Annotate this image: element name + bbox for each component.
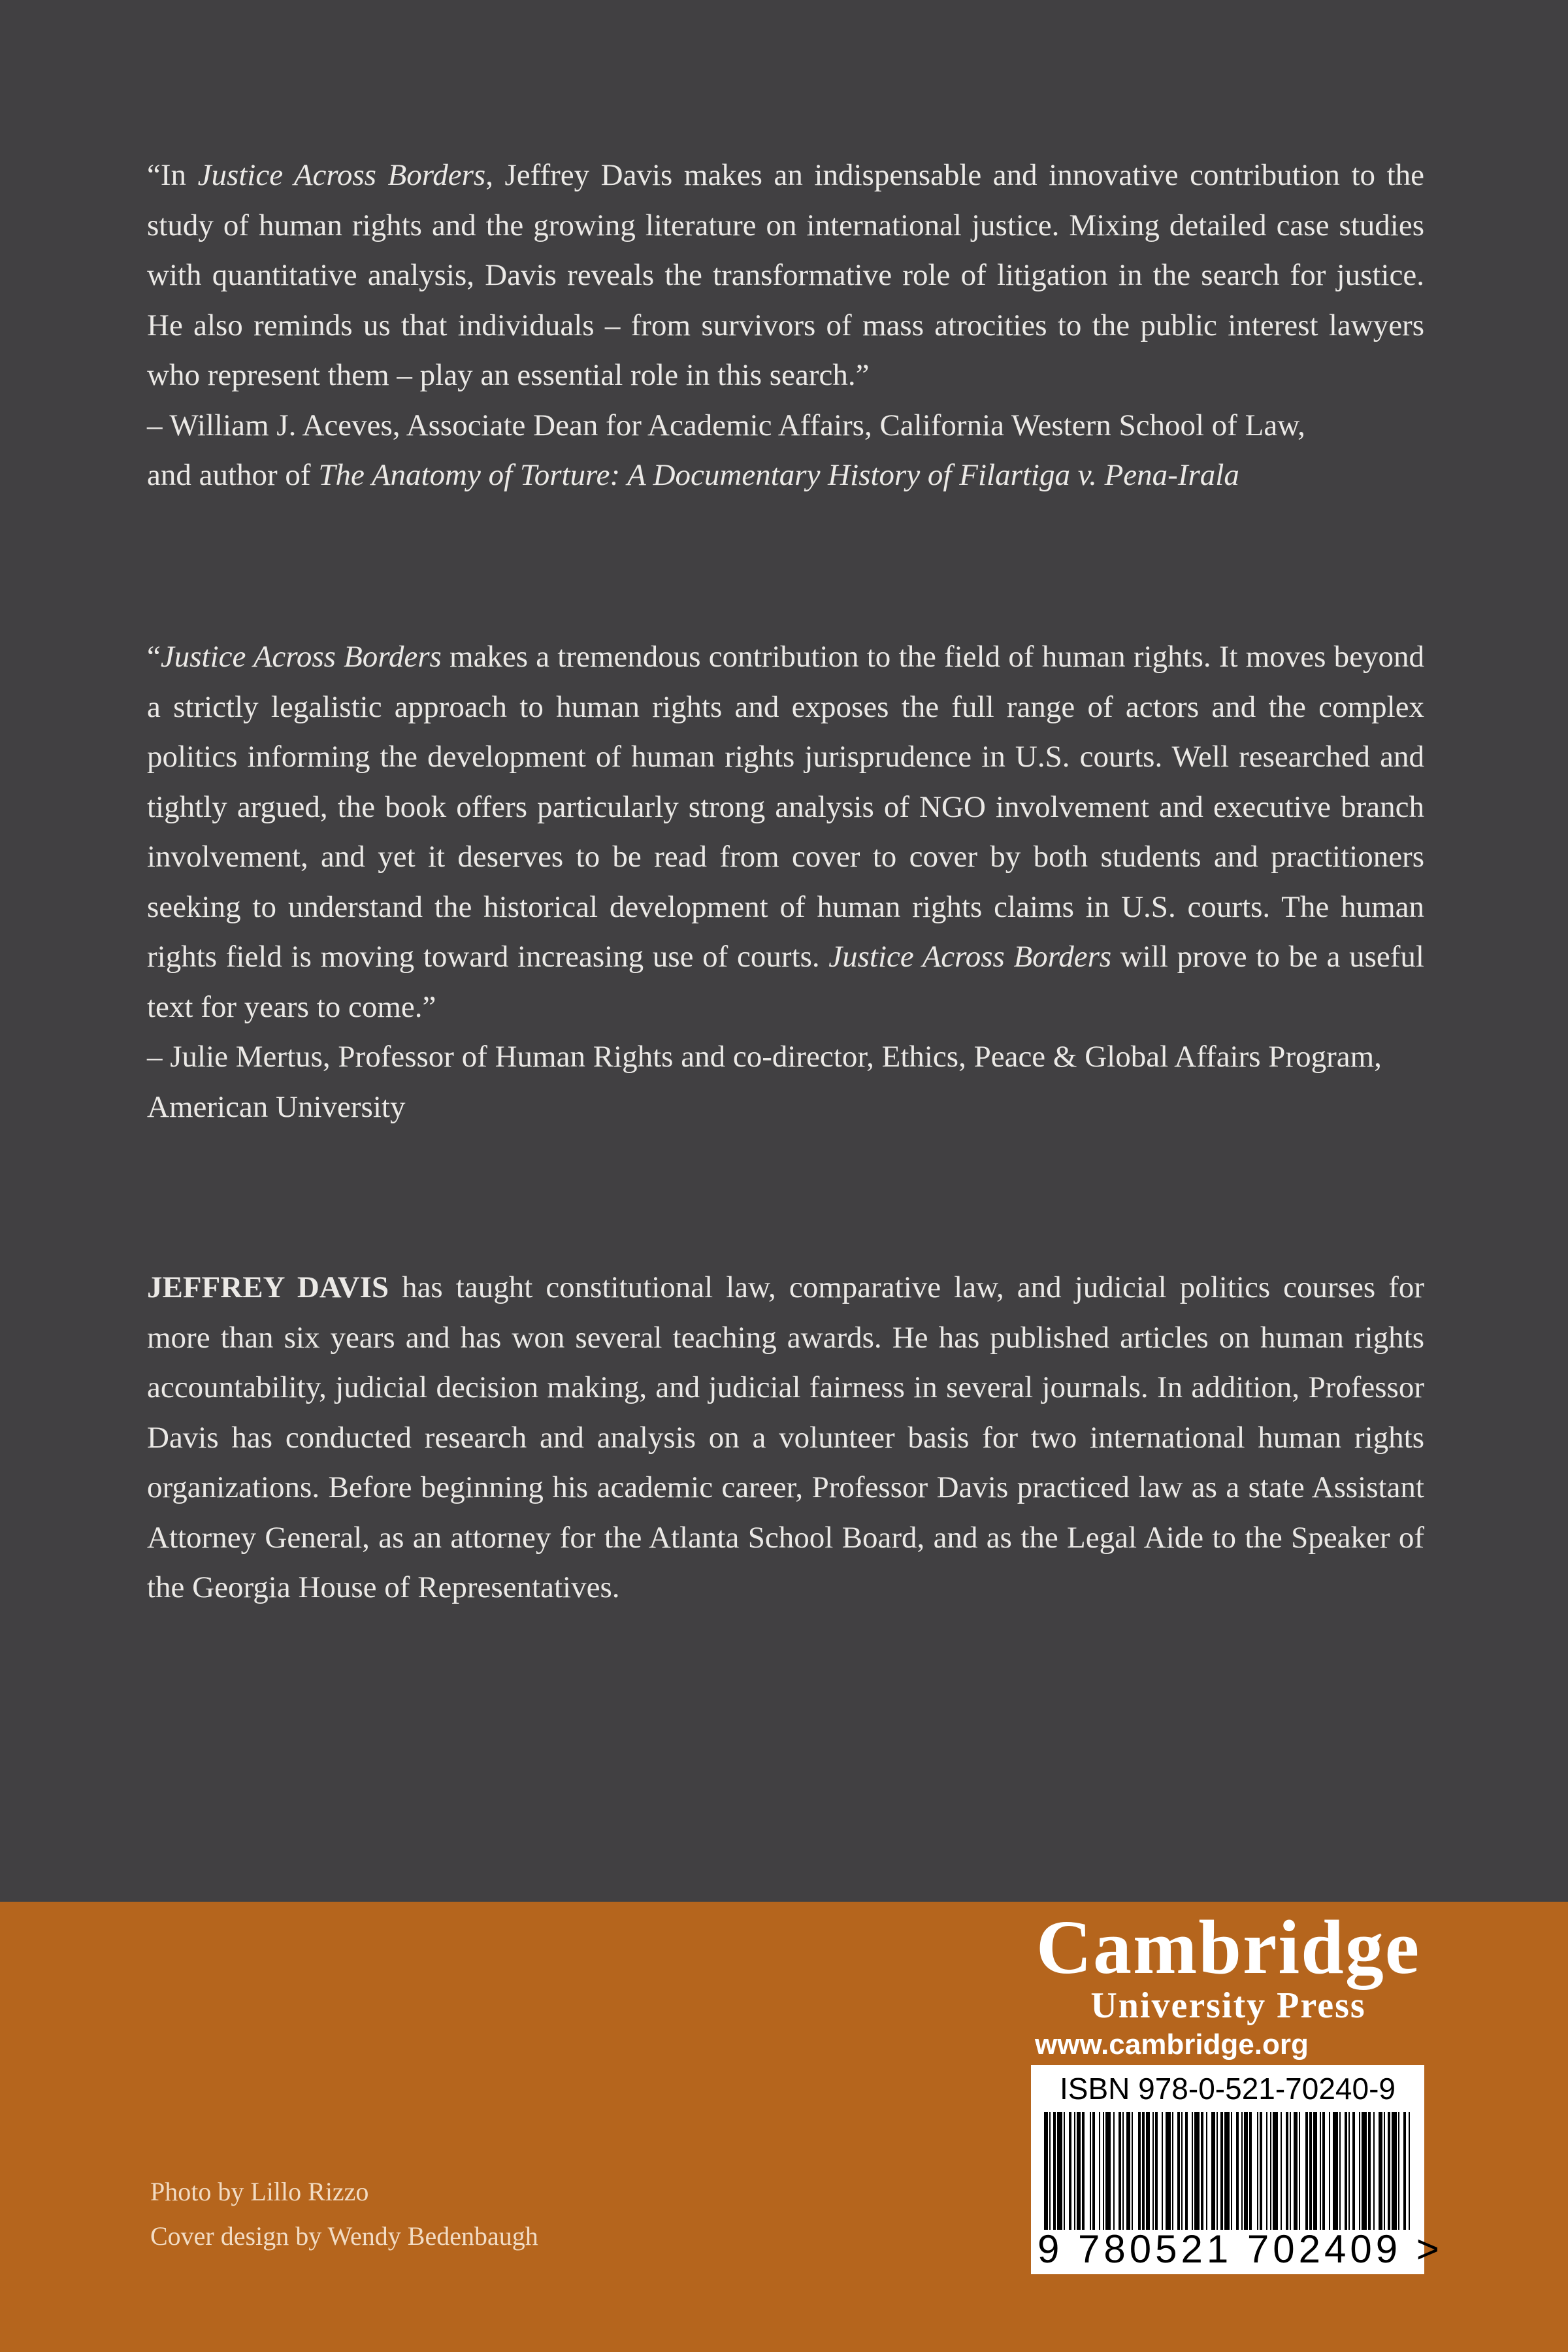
barcode-bar xyxy=(1244,2112,1248,2230)
barcode-bar xyxy=(1057,2112,1062,2230)
author-bio-body: has taught constitutional law, comparative law, and judicial politics courses for more than six years and has won several teaching awards. He has published articles on human rights accountability, judicial decision making, and judicial fairness in several journals. In addition, Professor Davis has conducted research and analysis on a volunteer basis for two international human rights organizations. Before beginning his academic career, Professor Davis practiced law as a state Assistant Attorney General, as an attorney for the Atlanta School Board, and as the Legal Aide to the Speaker of the Georgia House of Representatives. xyxy=(147,1270,1424,1604)
quote-2-book-title: Justice Across Borders xyxy=(160,640,442,674)
barcode-bar xyxy=(1273,2112,1278,2230)
barcode-bar xyxy=(1181,2112,1183,2230)
barcode-bar xyxy=(1260,2112,1262,2230)
publisher-url: www.cambridge.org xyxy=(1035,2029,1309,2061)
barcode-bar xyxy=(1352,2112,1355,2230)
barcode-bar xyxy=(1142,2112,1145,2230)
barcode-bar xyxy=(1236,2112,1239,2230)
barcode-bar xyxy=(1392,2112,1397,2230)
publisher-logo xyxy=(1032,1904,1424,2063)
author-bio xyxy=(147,1263,1424,1613)
barcode-bar xyxy=(1373,2112,1375,2230)
barcode-bar xyxy=(1241,2112,1243,2230)
barcode-bar xyxy=(1162,2112,1163,2230)
quote-1-attribution-line-1: – William J. Aceves, Associate Dean for Academic Affairs, California Western School of Law, xyxy=(147,408,1305,442)
barcode-bar xyxy=(1368,2112,1371,2230)
barcode-bar xyxy=(1092,2112,1095,2230)
barcode-bar xyxy=(1299,2112,1300,2230)
isbn-barcode xyxy=(1031,2065,1443,2274)
barcode-bar xyxy=(1206,2112,1207,2230)
isbn-label: ISBN 978-0-521-70240-9 xyxy=(1060,2072,1396,2106)
barcode-bar xyxy=(1155,2112,1158,2230)
barcode-bar xyxy=(1049,2112,1051,2230)
barcode-bar xyxy=(1231,2112,1232,2230)
barcode-bar xyxy=(1077,2112,1081,2230)
barcode-bar xyxy=(1064,2112,1065,2230)
barcode-bar xyxy=(1249,2112,1252,2230)
barcode-bar xyxy=(1286,2112,1288,2230)
barcode-bar xyxy=(1388,2112,1390,2230)
barcode-bar xyxy=(1266,2112,1267,2230)
barcode-bar xyxy=(1339,2112,1341,2230)
quote-1-book-title: Justice Across Borders xyxy=(197,158,486,192)
barcode-bar xyxy=(1281,2112,1282,2230)
barcode-bar xyxy=(1409,2112,1410,2230)
barcode-bar xyxy=(1294,2112,1298,2230)
barcode-bar xyxy=(1177,2112,1180,2230)
quote-2-body: makes a tremendous contribution to the field of human rights. It moves beyond a strictly legalistic approach to human rights and exposes the full range of actors and the complex politics informing the development of human rights jurisprudence in U.S. courts. Well researched and tightly argued, the book offers particularly strong analysis of NGO involvement and executive branch involvement, and yet it deserves to be read from cover to cover by both students and practitioners seeking to understand the historical development of human rights claims in U.S. courts. The human rights field is moving toward increasing use of courts. xyxy=(147,640,1424,974)
barcode-bar xyxy=(1122,2112,1124,2230)
barcode-bar xyxy=(1172,2112,1173,2230)
quote-2-text xyxy=(147,632,1424,1032)
quote-1-lead: “In xyxy=(147,158,198,192)
barcode-bar xyxy=(1053,2112,1056,2230)
barcode-bar xyxy=(1074,2112,1075,2230)
barcode-bar xyxy=(1320,2112,1321,2230)
barcode-bar xyxy=(1257,2112,1258,2230)
barcode-bar xyxy=(1166,2112,1171,2230)
cover-credits xyxy=(150,2170,538,2259)
barcode-bar xyxy=(1201,2112,1203,2230)
barcode-bar xyxy=(1359,2112,1360,2230)
quote-2-lead: “ xyxy=(147,640,161,674)
quote-2-attribution: – Julie Mertus, Professor of Human Rights and co-director, Ethics, Peace & Global Affairs Program, American University xyxy=(147,1040,1382,1124)
photo-credit: Photo by Lillo Rizzo xyxy=(150,2177,369,2206)
publisher-subname: University Press xyxy=(1090,1985,1366,2026)
barcode-bar xyxy=(1069,2112,1071,2230)
endorsement-quote-2 xyxy=(147,632,1424,1132)
barcode-bar xyxy=(1329,2112,1330,2230)
barcode-bar xyxy=(1224,2112,1230,2230)
quote-1-attribution-work: The Anatomy of Torture: A Documentary History of Filartiga v. Pena-Irala xyxy=(318,458,1239,492)
barcode-bar xyxy=(1103,2112,1104,2230)
barcode-bar xyxy=(1398,2112,1399,2230)
quote-1-attribution-prefix: and author of xyxy=(147,458,319,492)
barcode-bar xyxy=(1345,2112,1347,2230)
barcode-bar xyxy=(1322,2112,1325,2230)
barcode-bar xyxy=(1220,2112,1223,2230)
barcode-bar xyxy=(1403,2112,1406,2230)
barcode-bar xyxy=(1138,2112,1141,2230)
quote-2-body-end: will prove to be a useful text for years to come.” xyxy=(147,940,1424,1024)
barcode-bar xyxy=(1105,2112,1111,2230)
barcode-bar xyxy=(1384,2112,1385,2230)
barcode-bar xyxy=(1082,2112,1085,2230)
barcode-bar xyxy=(1146,2112,1150,2230)
barcode-bar xyxy=(1090,2112,1091,2230)
barcode-bar xyxy=(1309,2112,1312,2230)
quote-1-attribution xyxy=(147,401,1424,501)
quote-1-text xyxy=(147,150,1424,401)
barcode-bar xyxy=(1379,2112,1382,2230)
barcode-digits: 9 780521 702409 > xyxy=(1037,2227,1443,2271)
barcode-bar xyxy=(1333,2112,1338,2230)
barcode-bar xyxy=(1113,2112,1115,2230)
barcode-bar xyxy=(1126,2112,1130,2230)
author-name: JEFFREY DAVIS xyxy=(147,1270,389,1304)
author-bio-text xyxy=(147,1263,1424,1613)
barcode-bar xyxy=(1348,2112,1350,2230)
barcode-bar xyxy=(1270,2112,1271,2230)
barcode-bar xyxy=(1152,2112,1154,2230)
barcode-bar xyxy=(1217,2112,1218,2230)
barcode-bar xyxy=(1044,2112,1048,2230)
barcode-bar xyxy=(1099,2112,1100,2230)
design-credit: Cover design by Wendy Bedenbaugh xyxy=(150,2221,538,2251)
endorsement-quote-1 xyxy=(147,150,1424,501)
barcode-bar xyxy=(1132,2112,1133,2230)
barcode-bar xyxy=(1211,2112,1215,2230)
barcode-bar xyxy=(1362,2112,1367,2230)
publisher-name-text: Cambridge xyxy=(1036,1904,1421,1990)
barcode-icon xyxy=(1044,2112,1410,2230)
barcode-bar xyxy=(1194,2112,1200,2230)
publisher-name xyxy=(1032,1904,1424,1990)
barcode-bar xyxy=(1290,2112,1291,2230)
quote-2-book-title-2: Justice Across Borders xyxy=(828,940,1112,974)
quote-1-body: , Jeffrey Davis makes an indispensable and innovative contribution to the study of human rights and the growing literature on international justice. Mixing detailed case studies with quantitative analysis, Davis reveals the transformative role of litigation in the search for justice. He also reminds us that individuals – from survivors of mass atrocities to the public interest lawyers who represent them – play an essential role in this search.” xyxy=(147,158,1424,392)
barcode-bar xyxy=(1192,2112,1193,2230)
barcode-bar xyxy=(1185,2112,1188,2230)
barcode-bar xyxy=(1305,2112,1308,2230)
barcode-bar xyxy=(1119,2112,1121,2230)
barcode-bar xyxy=(1313,2112,1317,2230)
